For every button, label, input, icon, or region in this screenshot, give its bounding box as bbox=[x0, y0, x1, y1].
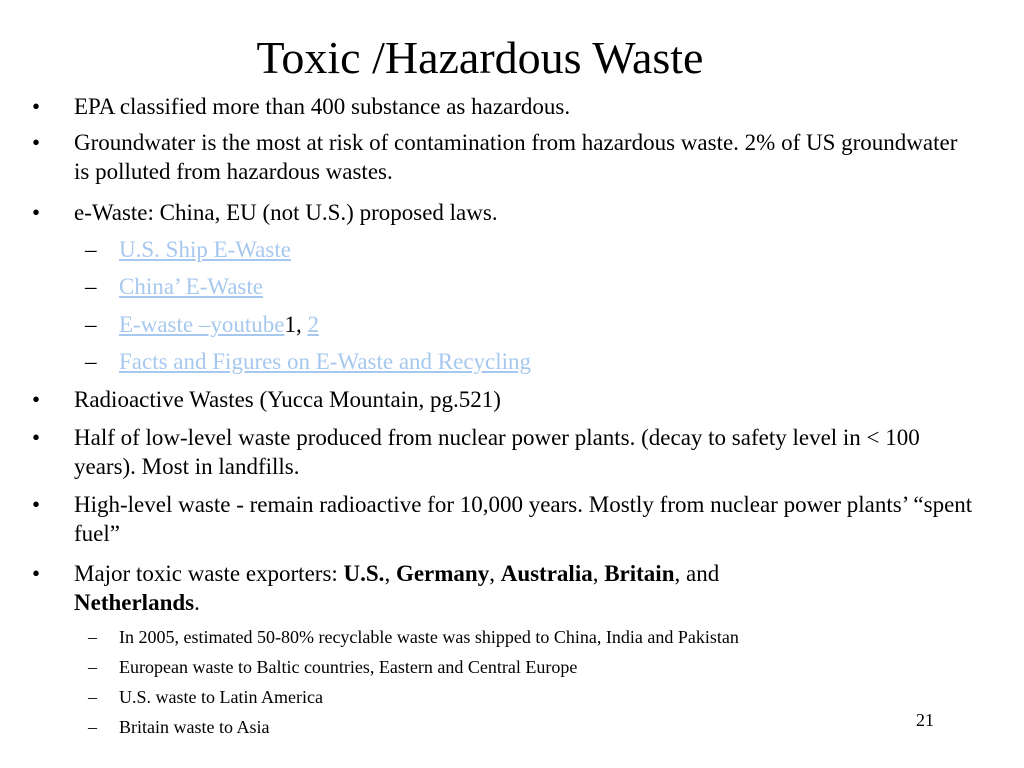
dash-mark: – bbox=[85, 237, 97, 262]
exporter-note-text: Britain waste to Asia bbox=[119, 717, 270, 737]
slide-title: Toxic /Hazardous Waste bbox=[256, 32, 704, 83]
dash-mark: – bbox=[85, 312, 97, 337]
exporter-note bbox=[88, 655, 979, 679]
bullet-mark: • bbox=[32, 425, 41, 450]
exporters-prefix: Major toxic waste exporters: bbox=[74, 561, 344, 586]
sub-bullet-youtube bbox=[85, 310, 979, 339]
exporter-note-text: U.S. waste to Latin America bbox=[119, 687, 323, 707]
bullet-text: EPA classified more than 400 substance as hazardous. bbox=[74, 94, 571, 119]
exporters-period: . bbox=[194, 590, 200, 615]
exporter-separator: , bbox=[592, 561, 605, 586]
bullet-radioactive bbox=[32, 385, 974, 414]
ewaste-youtube-link-2[interactable]: 2 bbox=[307, 312, 319, 337]
ewaste-facts-link[interactable]: Facts and Figures on E-Waste and Recycling bbox=[119, 349, 532, 374]
bullet-text: Half of low-level waste produced from nuclear power plants. (decay to safety level in < 100 years). Most in landfills. bbox=[74, 425, 920, 479]
bullet-mark: • bbox=[32, 387, 41, 412]
dash-mark: – bbox=[88, 627, 97, 647]
exporter-note-text: European waste to Baltic countries, Eastern and Central Europe bbox=[119, 657, 578, 677]
dash-mark: – bbox=[85, 274, 97, 299]
exporter-us: U.S. bbox=[343, 561, 385, 586]
bullet-mark: • bbox=[32, 492, 41, 517]
page-number: 21 bbox=[916, 710, 934, 730]
exporter-note-text: In 2005, estimated 50-80% recyclable waste was shipped to China, India and Pakistan bbox=[119, 627, 739, 647]
bullet-text: Radioactive Wastes (Yucca Mountain, pg.521) bbox=[74, 387, 501, 412]
china-ewaste-link[interactable]: China’ E-Waste bbox=[119, 274, 263, 299]
exporter-note bbox=[88, 685, 979, 709]
bullet-text: High-level waste - remain radioactive for 10,000 years. Mostly from nuclear power plants’ “spent fuel” bbox=[74, 492, 973, 546]
exporter-australia: Australia bbox=[500, 561, 593, 586]
bullet-text: e-Waste: China, EU (not U.S.) proposed laws. bbox=[74, 200, 498, 225]
bullet-epa bbox=[32, 92, 974, 121]
exporter-britain: Britain bbox=[604, 561, 675, 586]
dash-mark: – bbox=[88, 657, 97, 677]
bullet-mark: • bbox=[32, 130, 41, 155]
bullet-ewaste bbox=[32, 198, 974, 227]
exporter-separator: , bbox=[489, 561, 501, 586]
dash-mark: – bbox=[85, 349, 97, 374]
exporter-note bbox=[88, 715, 979, 739]
exporter-netherlands: Netherlands bbox=[74, 590, 195, 615]
us-ship-ewaste-link[interactable]: U.S. Ship E-Waste bbox=[119, 237, 291, 262]
bullet-groundwater bbox=[32, 128, 974, 186]
bullet-low-level bbox=[32, 423, 974, 481]
exporter-note bbox=[88, 625, 979, 649]
bullet-mark: • bbox=[32, 94, 41, 119]
sub-bullet-china bbox=[85, 272, 979, 301]
dash-mark: – bbox=[88, 687, 97, 707]
bullet-exporters bbox=[32, 559, 974, 617]
bullet-text: Groundwater is the most at risk of contamination from hazardous waste. 2% of US groundwater is polluted from hazardous wastes. bbox=[74, 130, 958, 184]
sub-bullet-facts bbox=[85, 347, 979, 376]
exporter-germany: Germany bbox=[395, 561, 490, 586]
youtube-link-separator: 1, bbox=[284, 312, 308, 337]
sub-bullet-us-ship bbox=[85, 235, 979, 264]
dash-mark: – bbox=[88, 717, 97, 737]
bullet-mark: • bbox=[32, 561, 41, 586]
bullet-high-level bbox=[32, 490, 974, 548]
exporter-separator-and: , and bbox=[674, 561, 720, 586]
ewaste-youtube-link[interactable]: E-waste –youtube bbox=[119, 312, 285, 337]
exporter-separator: , bbox=[384, 561, 396, 586]
bullet-mark: • bbox=[32, 200, 41, 225]
